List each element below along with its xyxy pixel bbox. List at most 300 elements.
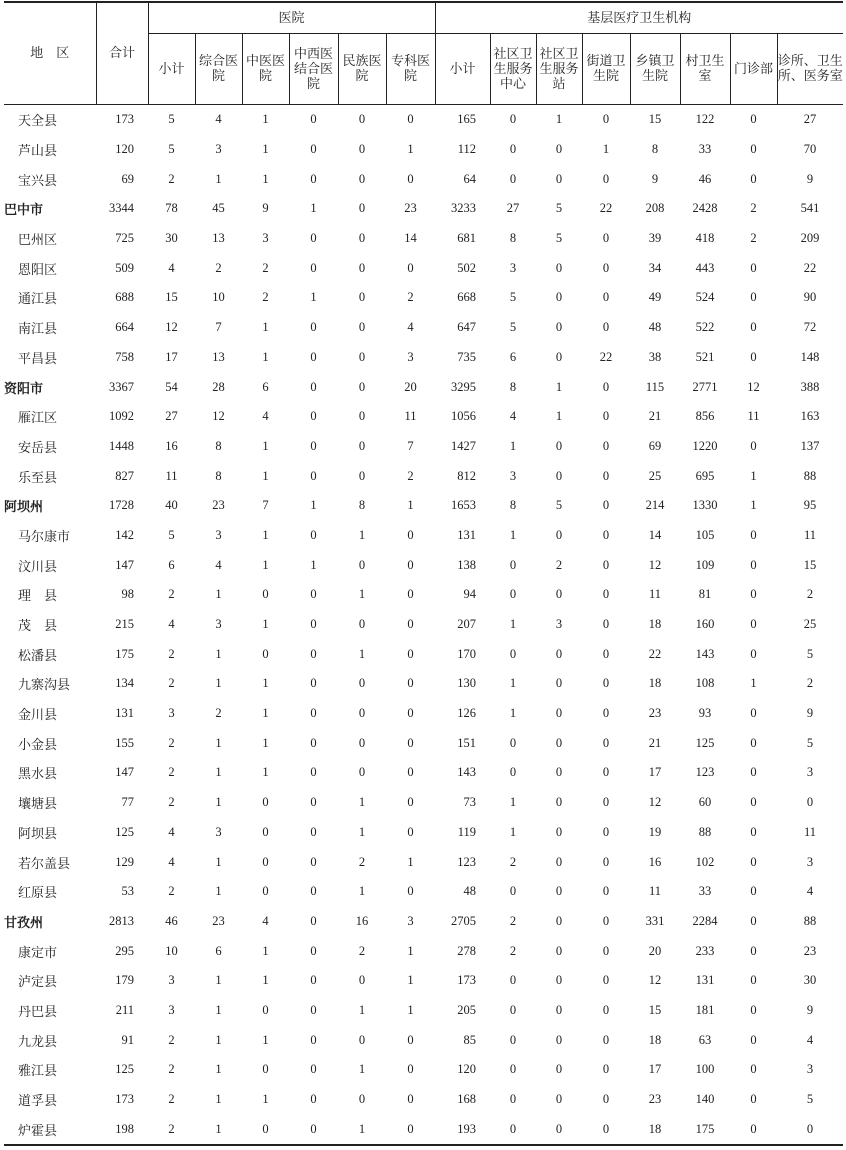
table-cell: 8: [509, 231, 517, 246]
table-cell: 1: [262, 973, 269, 988]
region-name: 红原县: [18, 886, 58, 902]
table-cell: 173: [115, 112, 134, 127]
table-cell: 0: [358, 557, 366, 572]
table-cell: 11: [747, 409, 760, 424]
table-cell: 9: [806, 171, 814, 186]
table-cell: 2: [262, 260, 269, 275]
table-cell: 0: [555, 973, 563, 988]
table-cell: 0: [310, 765, 317, 780]
table-cell: 15: [165, 290, 178, 305]
table-cell: 0: [509, 765, 517, 780]
table-row: [4, 105, 843, 135]
table-cell: 2: [168, 1092, 175, 1107]
table-row: [4, 1085, 843, 1115]
table-cell: 2: [750, 231, 757, 246]
table-cell: 0: [310, 617, 317, 632]
table-cell: 78: [165, 201, 178, 216]
table-cell: 8: [215, 468, 222, 483]
table-cell: 0: [262, 587, 269, 602]
table-cell: 0: [555, 1062, 563, 1077]
table-cell: 0: [536, 1114, 582, 1145]
table-cell: 30: [165, 231, 178, 246]
table-cell: 17: [648, 765, 662, 780]
table-cell: 215: [115, 617, 134, 632]
table-cell: 0: [407, 527, 414, 542]
table-cell: 173: [457, 973, 477, 988]
table-cell: 0: [310, 349, 317, 364]
table-cell: 115: [645, 379, 665, 394]
region-name: 道孚县: [18, 1094, 58, 1110]
table-cell: 1: [215, 854, 222, 869]
table-cell: 0: [262, 1062, 269, 1077]
table-cell: 1: [215, 587, 222, 602]
table-cell: 0: [750, 884, 757, 899]
table-cell: 1: [262, 112, 269, 127]
table-cell: 0: [750, 171, 757, 186]
table-cell: 1: [262, 765, 269, 780]
table-cell: 1: [407, 943, 414, 958]
table-cell: 95: [803, 498, 817, 513]
table-cell: 1: [358, 646, 366, 661]
table-cell: 0: [750, 646, 757, 661]
table-cell: 5: [168, 527, 175, 542]
table-cell: 1: [262, 527, 269, 542]
table-row: [4, 283, 843, 313]
table-cell: 134: [115, 676, 134, 691]
table-cell: 1: [338, 1114, 386, 1145]
table-cell: 443: [695, 260, 715, 275]
table-cell: 0: [750, 290, 757, 305]
table-cell: 0: [310, 824, 317, 839]
table-row: [4, 847, 843, 877]
table-cell: 0: [602, 676, 610, 691]
table-cell: 856: [695, 409, 715, 424]
table-cell: 0: [602, 1002, 610, 1017]
table-cell: 0: [310, 1032, 317, 1047]
table-cell: 12: [648, 973, 662, 988]
table-cell: 0: [358, 735, 366, 750]
table-row: [4, 402, 843, 432]
table-cell: 233: [695, 943, 715, 958]
table-cell: 1: [555, 112, 563, 127]
table-cell: 2: [168, 1032, 175, 1047]
table-cell: 2: [168, 587, 175, 602]
table-cell: 22: [803, 260, 817, 275]
table-cell: 168: [457, 1092, 477, 1107]
table-cell: 109: [695, 557, 715, 572]
region-name: 雅江县: [18, 1064, 58, 1080]
table-cell: 1: [509, 676, 517, 691]
table-cell: 6: [215, 943, 222, 958]
table-cell: 1: [509, 527, 517, 542]
table-cell: 1653: [451, 498, 477, 513]
table-cell: 173: [115, 1092, 134, 1107]
table-cell: 6: [168, 557, 175, 572]
table-cell: 668: [457, 290, 477, 305]
table-cell: 207: [457, 617, 477, 632]
table-cell: 0: [358, 171, 366, 186]
table-cell: 1: [195, 1114, 242, 1145]
table-cell: 5: [555, 201, 563, 216]
table-cell: 1: [215, 765, 222, 780]
table-cell: 12: [648, 795, 662, 810]
table-cell: 12: [747, 379, 760, 394]
table-cell: 0: [262, 1002, 269, 1017]
table-cell: 0: [602, 706, 610, 721]
table-cell: 39: [648, 231, 662, 246]
table-cell: 1: [215, 1092, 222, 1107]
table-cell: 122: [695, 112, 715, 127]
table-cell: 1: [262, 943, 269, 958]
table-cell: 2: [168, 646, 175, 661]
table-cell: 0: [310, 231, 317, 246]
region-name: 宝兴县: [18, 173, 58, 189]
table-cell: 2: [168, 1062, 175, 1077]
table-row: [4, 669, 843, 699]
table-cell: 1056: [451, 409, 477, 424]
table-cell: 0: [555, 646, 563, 661]
region-name: 理 县: [18, 589, 58, 605]
table-cell: 131: [695, 973, 715, 988]
header-basic-col: 门诊部: [730, 34, 777, 105]
table-cell: 2: [358, 943, 366, 958]
table-cell: 1: [262, 706, 269, 721]
table-cell: 0: [407, 706, 414, 721]
table-cell: 129: [115, 854, 134, 869]
table-cell: 0: [310, 735, 317, 750]
table-cell: 0: [750, 438, 757, 453]
table-row: [4, 491, 843, 521]
table-cell: 5: [806, 646, 814, 661]
table-cell: 0: [750, 765, 757, 780]
table-cell: 8: [651, 142, 659, 157]
table-cell: 23: [212, 498, 225, 513]
table-cell: 0: [555, 468, 563, 483]
table-cell: 1: [262, 617, 269, 632]
region-name: 炉霍县: [4, 1114, 96, 1145]
table-cell: 1092: [109, 409, 134, 424]
header-hospital-col: 专科医院: [386, 34, 435, 105]
table-cell: 1: [407, 498, 414, 513]
table-cell: 21: [648, 409, 662, 424]
header-basic-col: 社区卫生服务中心: [490, 34, 536, 105]
table-cell: 2284: [692, 913, 718, 928]
table-cell: 0: [310, 854, 317, 869]
table-cell: 278: [457, 943, 477, 958]
table-cell: 60: [698, 795, 712, 810]
table-cell: 1: [262, 438, 269, 453]
table-cell: 0: [602, 795, 610, 810]
table-cell: 23: [212, 913, 225, 928]
table-cell: 0: [602, 438, 610, 453]
table-cell: 509: [115, 260, 134, 275]
table-cell: 0: [310, 409, 317, 424]
table-cell: 2428: [692, 201, 718, 216]
header-basic-col: 社区卫生服务站: [536, 34, 582, 105]
table-cell: 0: [602, 854, 610, 869]
table-cell: 0: [750, 349, 757, 364]
table-cell: 19: [648, 824, 662, 839]
table-cell: 1: [555, 409, 563, 424]
table-cell: 0: [602, 527, 610, 542]
table-cell: 0: [310, 1062, 317, 1077]
table-cell: 7: [262, 498, 269, 513]
table-cell: 2: [509, 913, 517, 928]
table-cell: 3: [407, 349, 414, 364]
table-cell: 0: [555, 1032, 563, 1047]
table-cell: 100: [695, 1062, 715, 1077]
table-cell: 0: [602, 1032, 610, 1047]
table-cell: 0: [602, 557, 610, 572]
table-cell: 2: [509, 943, 517, 958]
table-cell: 0: [310, 142, 317, 157]
table-cell: 0: [750, 320, 757, 335]
table-cell: 0: [358, 1092, 366, 1107]
table-cell: 9: [262, 201, 269, 216]
table-cell: 2: [407, 468, 414, 483]
table-cell: 2813: [109, 913, 134, 928]
table-cell: 0: [602, 409, 610, 424]
table-row: [4, 936, 843, 966]
table-cell: 524: [695, 290, 715, 305]
table-cell: 30: [803, 973, 817, 988]
table-cell: 11: [648, 587, 662, 602]
region-city-name: 资阳市: [4, 381, 44, 397]
table-cell: 90: [803, 290, 817, 305]
table-cell: 502: [457, 260, 477, 275]
table-cell: 1: [750, 676, 757, 691]
table-cell: 4: [806, 1032, 814, 1047]
table-cell: 0: [358, 142, 366, 157]
table-cell: 5: [509, 290, 517, 305]
table-cell: 0: [358, 409, 366, 424]
statistics-table: [4, 1, 843, 1146]
table-row: [4, 877, 843, 907]
table-row: [4, 728, 843, 758]
table-cell: 3: [806, 765, 814, 780]
table-cell: 94: [463, 587, 477, 602]
header-hospital-col: 中西医结合医院: [289, 34, 338, 105]
table-cell: 93: [698, 706, 712, 721]
table-cell: 1: [509, 617, 517, 632]
region-city-name: 巴中市: [4, 203, 44, 219]
table-cell: 143: [695, 646, 715, 661]
table-cell: 0: [750, 587, 757, 602]
region-name: 通江县: [18, 292, 58, 308]
table-cell: 0: [602, 765, 610, 780]
table-row: [4, 164, 843, 194]
table-cell: 0: [358, 290, 366, 305]
table-cell: 0: [407, 557, 414, 572]
table-cell: 0: [310, 973, 317, 988]
table-row: [4, 907, 843, 937]
region-name: 康定市: [18, 945, 58, 961]
region-name: 天全县: [18, 114, 58, 130]
region-name: 南江县: [18, 322, 58, 338]
table-cell: 541: [800, 201, 820, 216]
table-cell: 3: [806, 1062, 814, 1077]
table-cell: 0: [358, 379, 366, 394]
table-cell: 2: [509, 854, 517, 869]
table-cell: 13: [212, 349, 225, 364]
table-cell: 0: [602, 913, 610, 928]
table-row: [4, 461, 843, 491]
table-cell: 209: [800, 231, 820, 246]
table-cell: 0: [407, 617, 414, 632]
table-cell: 1: [509, 706, 517, 721]
table-cell: 1: [358, 587, 366, 602]
table-cell: 1: [215, 795, 222, 810]
table-cell: 0: [310, 320, 317, 335]
table-cell: 664: [115, 320, 134, 335]
table-cell: 2: [407, 290, 414, 305]
table-cell: 0: [555, 854, 563, 869]
table-cell: 0: [262, 795, 269, 810]
table-cell: 4: [806, 884, 814, 899]
table-cell: 137: [800, 438, 820, 453]
table-row: [4, 1055, 843, 1085]
table-cell: 0: [310, 438, 317, 453]
table-row: [4, 966, 843, 996]
region-name: 若尔盖县: [18, 856, 71, 872]
table-cell: 0: [750, 1062, 757, 1077]
table-cell: 91: [121, 1032, 134, 1047]
table-cell: 0: [386, 1114, 435, 1145]
table-cell: 63: [698, 1032, 712, 1047]
table-cell: 0: [555, 706, 563, 721]
table-cell: 0: [555, 290, 563, 305]
table-cell: 40: [165, 498, 178, 513]
table-cell: 2771: [692, 379, 718, 394]
table-cell: 0: [555, 349, 563, 364]
table-row: [4, 699, 843, 729]
table-row: [4, 135, 843, 165]
table-cell: 18: [648, 1032, 662, 1047]
table-cell: 81: [698, 587, 712, 602]
table-cell: 758: [115, 349, 134, 364]
table-cell: 0: [555, 913, 563, 928]
table-cell: 138: [457, 557, 477, 572]
table-cell: 0: [750, 735, 757, 750]
region-name: 芦山县: [18, 144, 58, 160]
table-cell: 3: [168, 706, 175, 721]
table-cell: 0: [555, 260, 563, 275]
table-cell: 0: [358, 231, 366, 246]
table-cell: 1: [358, 884, 366, 899]
table-cell: 1: [407, 1002, 414, 1017]
table-cell: 170: [457, 646, 477, 661]
table-cell: 0: [602, 973, 610, 988]
table-cell: 163: [800, 409, 820, 424]
table-cell: 3: [407, 913, 414, 928]
table-cell: 0: [555, 142, 563, 157]
table-cell: 735: [457, 349, 477, 364]
table-cell: 0: [262, 884, 269, 899]
table-cell: 14: [648, 527, 662, 542]
table-cell: 155: [115, 735, 134, 750]
table-cell: 27: [803, 112, 817, 127]
table-cell: 1: [310, 290, 317, 305]
table-cell: 10: [212, 290, 225, 305]
table-cell: 0: [750, 527, 757, 542]
region-name: 黑水县: [18, 767, 58, 783]
table-cell: 12: [212, 409, 225, 424]
table-cell: 175: [680, 1114, 730, 1145]
table-cell: 49: [648, 290, 662, 305]
table-cell: 208: [645, 201, 665, 216]
table-cell: 0: [602, 617, 610, 632]
table-cell: 0: [509, 171, 517, 186]
region-name: 恩阳区: [18, 262, 58, 278]
table-cell: 69: [648, 438, 662, 453]
table-cell: 23: [648, 706, 662, 721]
table-cell: 0: [555, 587, 563, 602]
table-cell: 9: [806, 706, 814, 721]
table-cell: 8: [509, 379, 517, 394]
table-cell: 53: [121, 884, 134, 899]
table-cell: 22: [599, 349, 613, 364]
table-row: [4, 313, 843, 343]
table-cell: 0: [602, 468, 610, 483]
table-cell: 179: [115, 973, 134, 988]
table-cell: 1: [215, 676, 222, 691]
table-cell: 2: [168, 884, 175, 899]
table-cell: 1: [509, 795, 517, 810]
table-cell: 0: [407, 765, 414, 780]
table-row: [4, 343, 843, 373]
table-cell: 0: [777, 1114, 843, 1145]
table-cell: 0: [602, 260, 610, 275]
header-basic-col: 村卫生室: [680, 34, 730, 105]
header-total: 合计: [96, 2, 148, 105]
table-cell: 6: [509, 349, 517, 364]
table-cell: 18: [648, 617, 662, 632]
table-row: [4, 788, 843, 818]
table-cell: 2: [168, 735, 175, 750]
table-cell: 3: [215, 617, 222, 632]
table-cell: 0: [582, 1114, 630, 1145]
table-cell: 3344: [109, 201, 134, 216]
table-row: [4, 1025, 843, 1055]
table-cell: 85: [463, 1032, 477, 1047]
table-cell: 20: [404, 379, 417, 394]
table-cell: 20: [648, 943, 662, 958]
table-cell: 695: [695, 468, 715, 483]
table-cell: 0: [555, 765, 563, 780]
table-row: [4, 758, 843, 788]
table-cell: 0: [602, 379, 610, 394]
table-cell: 5: [806, 735, 814, 750]
table-cell: 18: [630, 1114, 680, 1145]
table-cell: 7: [407, 438, 414, 453]
table-cell: 0: [750, 142, 757, 157]
table-cell: 0: [407, 587, 414, 602]
table-cell: 214: [645, 498, 665, 513]
header-basic-col: 小计: [435, 34, 490, 105]
table-cell: 0: [750, 973, 757, 988]
table-cell: 0: [310, 527, 317, 542]
table-cell: 15: [648, 112, 662, 127]
table-cell: 1: [555, 379, 563, 394]
table-cell: 4: [262, 409, 269, 424]
table-cell: 0: [555, 527, 563, 542]
header-basic-group: 基层医疗卫生机构: [435, 2, 843, 34]
table-cell: 16: [355, 913, 369, 928]
table-cell: 23: [803, 943, 817, 958]
table-cell: 38: [648, 349, 662, 364]
table-cell: 4: [168, 824, 175, 839]
table-cell: 0: [358, 438, 366, 453]
